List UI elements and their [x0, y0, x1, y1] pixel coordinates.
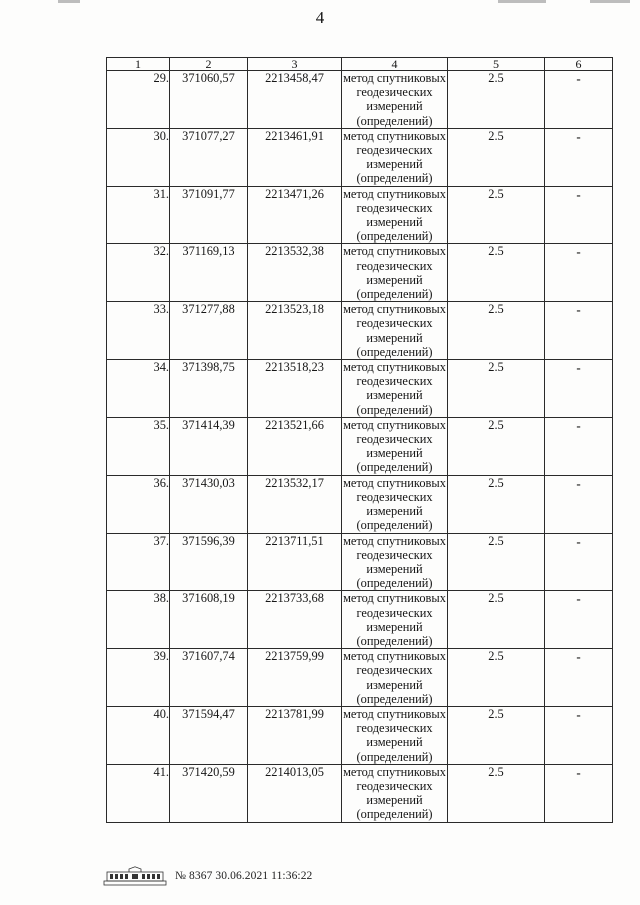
scan-artifact	[498, 0, 546, 3]
x-coordinate-cell: 371277,88	[170, 302, 248, 360]
page-number: 4	[315, 8, 325, 27]
accuracy-cell: 2.5	[448, 71, 545, 129]
table-row	[107, 649, 613, 707]
note-cell: -	[545, 764, 613, 822]
column-header: 6	[545, 58, 613, 71]
accuracy-cell: 2.5	[448, 706, 545, 764]
accuracy-cell: 2.5	[448, 244, 545, 302]
point-number-cell: 38.	[107, 591, 170, 649]
table-row	[107, 186, 613, 244]
method-cell: метод спутниковых геодезических измерений (определений)	[343, 533, 446, 591]
accuracy-cell: 2.5	[448, 186, 545, 244]
method-cell: метод спутниковых геодезических измерений (определений)	[343, 649, 446, 706]
method-cell: метод спутниковых геодезических измерений (определений)	[343, 71, 446, 128]
y-coordinate-cell: 2213523,18	[248, 302, 342, 360]
note-cell: -	[545, 533, 613, 591]
scan-artifact	[58, 0, 80, 3]
method-cell: метод спутниковых геодезических измерений (определений)	[343, 128, 446, 186]
note-cell: -	[545, 244, 613, 302]
note-cell: -	[545, 71, 613, 129]
note-cell: -	[545, 360, 613, 418]
column-header: 5	[448, 58, 545, 71]
table-row	[107, 706, 613, 764]
x-coordinate-cell: 371077,27	[170, 128, 248, 186]
x-coordinate-cell: 371607,74	[170, 649, 248, 707]
accuracy-cell: 2.5	[448, 764, 545, 822]
table-row	[107, 533, 613, 591]
table-row	[107, 360, 613, 418]
note-cell: -	[545, 186, 613, 244]
table-row	[107, 591, 613, 649]
method-cell: метод спутниковых геодезических измерений (определений)	[343, 360, 446, 417]
x-coordinate-cell: 371169,13	[170, 244, 248, 302]
note-cell: -	[545, 475, 613, 533]
accuracy-cell: 2.5	[448, 128, 545, 186]
point-number-cell: 36.	[107, 475, 170, 533]
note-cell: -	[545, 128, 613, 186]
column-header: 4	[342, 58, 448, 71]
point-number-cell: 31.	[107, 186, 170, 244]
y-coordinate-cell: 2213711,51	[248, 533, 342, 591]
x-coordinate-cell: 371608,19	[170, 591, 248, 649]
table-row	[107, 128, 613, 186]
method-cell: метод спутниковых геодезических измерений (определений)	[343, 244, 446, 302]
point-number-cell: 30.	[107, 128, 170, 186]
point-number-cell: 37.	[107, 533, 170, 591]
method-cell: метод спутниковых геодезических измерений (определений)	[343, 591, 446, 648]
note-cell: -	[545, 302, 613, 360]
x-coordinate-cell: 371594,47	[170, 706, 248, 764]
y-coordinate-cell: 2213759,99	[248, 649, 342, 707]
accuracy-cell: 2.5	[448, 302, 545, 360]
note-cell: -	[545, 591, 613, 649]
point-number-cell: 29.	[107, 71, 170, 129]
accuracy-cell: 2.5	[448, 591, 545, 649]
y-coordinate-cell: 2213781,99	[248, 706, 342, 764]
y-coordinate-cell: 2213471,26	[248, 186, 342, 244]
accuracy-cell: 2.5	[448, 649, 545, 707]
document-footer	[103, 866, 312, 886]
table-body	[107, 71, 613, 823]
method-cell: метод спутниковых геодезических измерений (определений)	[343, 186, 446, 244]
point-number-cell: 41.	[107, 764, 170, 822]
method-cell: метод спутниковых геодезических измерений (определений)	[343, 302, 446, 359]
y-coordinate-cell: 2213521,66	[248, 417, 342, 475]
table-row	[107, 764, 613, 822]
method-cell: метод спутниковых геодезических измерений (определений)	[343, 417, 446, 475]
column-header: 1	[107, 58, 170, 71]
x-coordinate-cell: 371430,03	[170, 475, 248, 533]
x-coordinate-cell: 371414,39	[170, 417, 248, 475]
point-number-cell: 35.	[107, 417, 170, 475]
column-header: 3	[248, 58, 342, 71]
x-coordinate-cell: 371060,57	[170, 71, 248, 129]
point-number-cell: 34.	[107, 360, 170, 418]
government-building-logo	[103, 866, 167, 886]
table-row	[107, 244, 613, 302]
y-coordinate-cell: 2213458,47	[248, 71, 342, 129]
y-coordinate-cell: 2214013,05	[248, 764, 342, 822]
column-header: 2	[170, 58, 248, 71]
registration-stamp: № 8367 30.06.2021 11:36:22	[175, 870, 313, 882]
point-number-cell: 39.	[107, 649, 170, 707]
x-coordinate-cell: 371420,59	[170, 764, 248, 822]
x-coordinate-cell: 371398,75	[170, 360, 248, 418]
x-coordinate-cell: 371596,39	[170, 533, 248, 591]
table-header-row	[107, 58, 613, 71]
y-coordinate-cell: 2213733,68	[248, 591, 342, 649]
accuracy-cell: 2.5	[448, 360, 545, 418]
table-row	[107, 302, 613, 360]
accuracy-cell: 2.5	[448, 533, 545, 591]
point-number-cell: 33.	[107, 302, 170, 360]
table-row	[107, 475, 613, 533]
table-row	[107, 71, 613, 129]
accuracy-cell: 2.5	[448, 417, 545, 475]
method-cell: метод спутниковых геодезических измерений (определений)	[343, 706, 446, 764]
coordinates-table	[106, 57, 613, 823]
note-cell: -	[545, 417, 613, 475]
method-cell: метод спутниковых геодезических измерений (определений)	[343, 475, 446, 533]
note-cell: -	[545, 649, 613, 707]
scan-artifact	[590, 0, 630, 3]
table-row	[107, 417, 613, 475]
accuracy-cell: 2.5	[448, 475, 545, 533]
y-coordinate-cell: 2213461,91	[248, 128, 342, 186]
y-coordinate-cell: 2213532,17	[248, 475, 342, 533]
x-coordinate-cell: 371091,77	[170, 186, 248, 244]
point-number-cell: 40.	[107, 706, 170, 764]
point-number-cell: 32.	[107, 244, 170, 302]
y-coordinate-cell: 2213518,23	[248, 360, 342, 418]
note-cell: -	[545, 706, 613, 764]
y-coordinate-cell: 2213532,38	[248, 244, 342, 302]
method-cell: метод спутниковых геодезических измерений (определений)	[343, 764, 446, 822]
